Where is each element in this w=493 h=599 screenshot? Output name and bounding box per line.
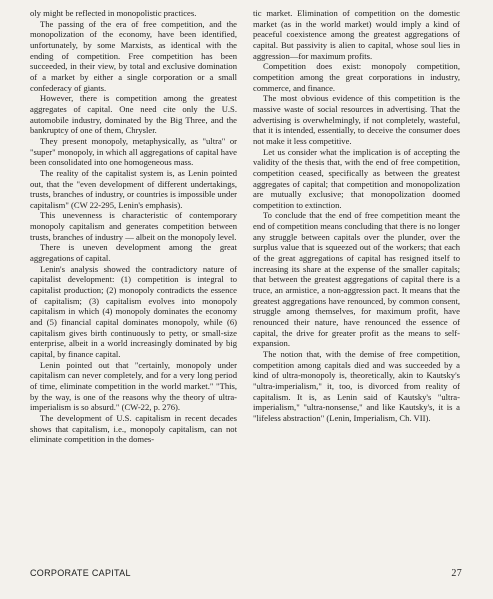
left-text-column: [30, 8, 237, 445]
paragraph: Lenin's analysis showed the contradictory nature of capitalist development: (1) competition is integral to capitalist production; (2) monopoly contradicts the essence of capitalism; (3) capitalism evolves into monopoly capitalism in which (4) monopoly dominates the economy and (5) financial capital dominates monopoly, while (6) capitalism gives birth continuously to petty, or small-size enterprise, albeit in a world increasingly dominated by big capital, by finance capital.: [30, 263, 237, 359]
paragraph: tic market. Elimination of competition on the domestic market (as in the world market) would imply a kind of peaceful coexistence among the greatest aggregations of capital. But passivity is alien to capital, whose soul lies in aggression—for maximum profits.: [253, 8, 460, 61]
right-text-column: [253, 8, 460, 424]
paragraph: However, there is competition among the greatest aggregates of capital. One need cite only the U.S. automobile industry, dominated by the Big Three, and the bankruptcy of one of them, Chrysler.: [30, 93, 237, 136]
paragraph: The passing of the era of free competition, and the monopolization of the economy, have been identified, unfortunately, by some Marxists, as identical with the ending of competition. Free competition has been succeeded, in their view, by total and exclusive domination of a market by either a single corporation or a small confederacy of giants.: [30, 18, 237, 93]
paragraph: There is uneven development among the great aggregations of capital.: [30, 242, 237, 264]
paragraph: Competition does exist: monopoly competition, competition among the great corporations in industry, commerce, and finance.: [253, 61, 460, 93]
running-title: CORPORATE CAPITAL: [30, 568, 131, 578]
paragraph: The development of U.S. capitalism in recent decades shows that capitalism, i.e., monopoly capitalism, can not eliminate competition in the domes-: [30, 412, 237, 445]
paragraph: The notion that, with the demise of free competition, competition among capitals died and was succeeded by a kind of ultra-monopoly is, theoretically, akin to Kautsky's "ultra-imperialism," it, too, is divorced from reality of capitalism. It is, as Lenin said of Kautsky's "ultra-imperialism," "ultra-nonsense," and like Kautsky's, it is a "lifeless abstraction" (Lenin, Imperialism, Ch. VII).: [253, 349, 460, 423]
paragraph: Lenin pointed out that "certainly, monopoly under capitalism can never completely, and for a very long period of time, eliminate competition in the world market." "This, by the way, is one of the reasons why the theory of ultra-imperialism is so absurd." (CW-22, p. 276).: [30, 359, 237, 413]
paragraph: They present monopoly, metaphysically, as "ultra" or "super" monopoly, in which all aggregations of capital have been consolidated into one homogeneous mass.: [30, 135, 237, 168]
paragraph: Let us consider what the implication is of accepting the validity of the thesis that, with the end of free competition, competition ceased, specifically as between the greatest aggregates of capital; that competition and monopolization are mutually exclusive; that monopolization doomed competition to extinction.: [253, 146, 460, 210]
paragraph: To conclude that the end of free competition meant the end of competition means concluding that there is no longer any struggle between capitals over the plunder, over the surplus value that is squeezed out of the workers; that each of the great aggregations of capital has resigned itself to increasing its share at the expense of the smaller capitals; that between the greatest aggregations of capital there is a truce, an armistice, a non-aggression pact. It means that the greatest aggregations have renounced, by common consent, struggle among themselves, for maximum profit, have renounced their nature, have renounced the essence of capital, the drive for greater profit as the means to self-expansion.: [253, 210, 460, 349]
paragraph: The reality of the capitalist system is, as Lenin pointed out, that the "even development of different undertakings, trusts, branches of industry, or countries is impossible under capitalism" (CW 22-295, Lenin's emphasis).: [30, 167, 237, 210]
page-number: 27: [451, 568, 462, 579]
paragraph: The most obvious evidence of this competition is the massive waste of social resources in advertising. That the advertising is overwhelmingly, if not completely, wasteful, that it is intended, essentially, to deceive the consumer does not make it less competitive.: [253, 93, 460, 146]
paragraph: oly might be reflected in monopolistic practices.: [30, 8, 197, 18]
paragraph: This unevenness is characteristic of contemporary monopoly capitalism and generates competition between trusts, branches of industry — albeit on the monopoly level.: [30, 210, 237, 242]
